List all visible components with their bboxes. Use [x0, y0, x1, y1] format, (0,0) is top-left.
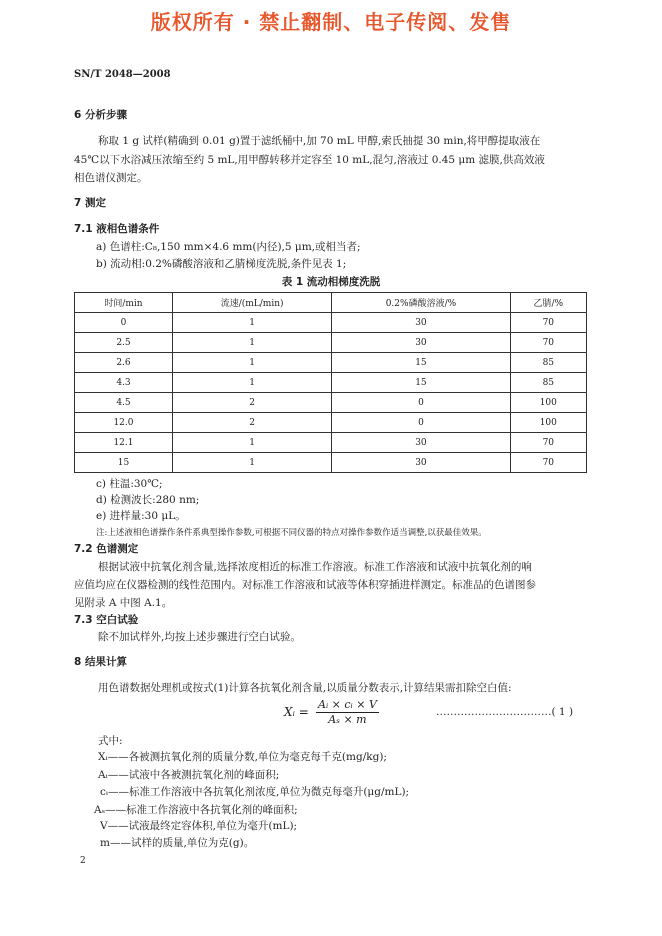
column-header: 乙腈/%	[510, 293, 586, 313]
standard-number: SN/T 2048—2008	[74, 69, 171, 80]
table-cell: 30	[332, 333, 510, 353]
table-cell: 2	[172, 393, 331, 413]
definition: Xᵢ——各被测抗氧化剂的质量分数,单位为毫克每千克(mg/kg);	[98, 751, 387, 763]
table-cell: 2	[172, 413, 331, 433]
table-cell: 85	[510, 373, 586, 393]
section-7-2-title: 7.2 色谱测定	[74, 543, 139, 555]
definition: Aₛ——标准工作溶液中各抗氧化剂的峰面积;	[94, 804, 298, 816]
section-7-1-title: 7.1 液相色谱条件	[74, 223, 160, 235]
table-cell: 1	[172, 353, 331, 373]
table-cell: 1	[172, 313, 331, 333]
table-row	[75, 333, 587, 353]
paragraph-line: 45℃以下水浴减压浓缩至约 5 mL,用甲醇转移并定容至 10 mL,混匀,溶液过 0.45 μm 滤膜,供高效液	[74, 154, 545, 166]
paragraph-line: 相色谱仪测定。	[74, 172, 148, 184]
table-cell: 1	[172, 453, 331, 473]
column-header: 时间/min	[75, 293, 173, 313]
list-item: c) 柱温:30℃;	[96, 478, 163, 490]
paragraph-line: 见附录 A 中图 A.1。	[74, 597, 173, 609]
table-cell: 15	[75, 453, 173, 473]
formula-fraction	[316, 698, 379, 727]
table-cell: 12.0	[75, 413, 173, 433]
column-header: 流速/(mL/min)	[172, 293, 331, 313]
gradient-table	[74, 292, 587, 473]
paragraph-line: 应值均应在仪器检测的线性范围内。对标准工作溶液和试液等体积穿插进样测定。标准品的色谱图参	[74, 579, 536, 591]
definition: Aᵢ——试液中各被测抗氧化剂的峰面积;	[98, 769, 280, 781]
table-cell: 70	[510, 453, 586, 473]
paragraph-line: 用色谱数据处理机或按式(1)计算各抗氧化剂含量,以质量分数表示,计算结果需扣除空白值:	[98, 682, 512, 694]
list-item: a) 色谱柱:C₈,150 mm×4.6 mm(内径),5 μm,或相当者;	[96, 241, 361, 253]
table-row	[75, 453, 587, 473]
note: 注:上述液相色谱操作条件系典型操作参数,可根据不同仪器的特点对操作参数作适当调整,以获最佳效果。	[96, 528, 487, 538]
table-cell: 2.6	[75, 353, 173, 373]
list-item: b) 流动相:0.2%磷酸溶液和乙腈梯度洗脱,条件见表 1;	[96, 258, 347, 270]
definition: cᵢ——标准工作溶液中各抗氧化剂浓度,单位为微克每毫升(μg/mL);	[100, 786, 410, 798]
watermark: 版权所有 · 禁止翻制、电子传阅、发售	[150, 10, 512, 34]
paragraph-line: 称取 1 g 试样(精确到 0.01 g)置于滤纸桶中,加 70 mL 甲醇,索氏抽提 30 min,将甲醇提取液在	[98, 135, 541, 147]
table-cell: 0	[332, 393, 510, 413]
paragraph-line: 除不加试样外,均按上述步骤进行空白试验。	[98, 631, 301, 643]
table-cell: 85	[510, 353, 586, 373]
table-cell: 4.3	[75, 373, 173, 393]
definition: m——试样的质量,单位为克(g)。	[100, 837, 255, 849]
where-label: 式中:	[98, 735, 123, 747]
table-caption: 表 1 流动相梯度洗脱	[281, 276, 381, 288]
table-cell: 15	[332, 373, 510, 393]
section-7-title: 7 测定	[74, 197, 106, 209]
table-cell: 30	[332, 433, 510, 453]
paragraph-line: 根据试液中抗氧化剂含量,选择浓度相近的标准工作溶液。标准工作溶液和试液中抗氧化剂的响	[98, 561, 532, 573]
table-row	[75, 433, 587, 453]
formula-numerator: Aᵢ × cᵢ × V	[318, 698, 377, 711]
equation-number: ……………………………( 1 )	[436, 706, 574, 718]
definition: V——试液最终定容体积,单位为毫升(mL);	[100, 820, 298, 832]
table-cell: 1	[172, 433, 331, 453]
table-cell: 30	[332, 313, 510, 333]
formula-denominator: Aₛ × m	[328, 713, 367, 726]
table-row	[75, 353, 587, 373]
list-item: e) 进样量:30 μL。	[96, 510, 186, 522]
table-row	[75, 413, 587, 433]
table-cell: 70	[510, 313, 586, 333]
table-cell: 4.5	[75, 393, 173, 413]
formula-lhs: Xᵢ =	[284, 705, 309, 719]
table-row	[75, 393, 587, 413]
table-cell: 1	[172, 373, 331, 393]
table-header-row	[75, 293, 587, 313]
section-7-3-title: 7.3 空白试验	[74, 614, 139, 626]
table-cell: 0	[75, 313, 173, 333]
table-cell: 0	[332, 413, 510, 433]
table-row	[75, 373, 587, 393]
table-cell: 70	[510, 433, 586, 453]
table-cell: 100	[510, 393, 586, 413]
section-8-title: 8 结果计算	[74, 656, 127, 668]
table-cell: 70	[510, 333, 586, 353]
table-row	[75, 313, 587, 333]
table-cell: 30	[332, 453, 510, 473]
table-cell: 100	[510, 413, 586, 433]
page-number: 2	[80, 856, 86, 866]
section-6-title: 6 分析步骤	[74, 109, 127, 121]
table-cell: 12.1	[75, 433, 173, 453]
table-cell: 15	[332, 353, 510, 373]
table-cell: 1	[172, 333, 331, 353]
list-item: d) 检测波长:280 nm;	[96, 494, 200, 506]
table-cell: 2.5	[75, 333, 173, 353]
column-header: 0.2%磷酸溶液/%	[332, 293, 510, 313]
